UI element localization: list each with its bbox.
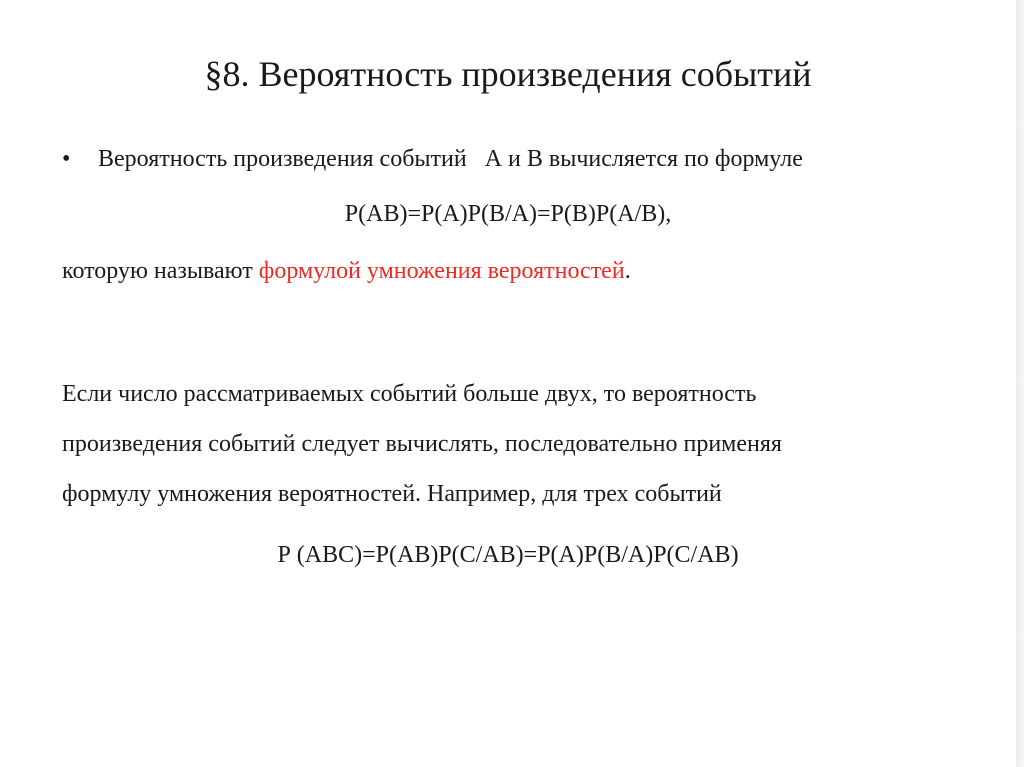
bullet-marker: • [62, 146, 71, 172]
slide-edge [1016, 0, 1024, 767]
formula-name-prefix: которую называют [62, 258, 259, 284]
bullet-text: Вероятность произведения событий А и В вычисляется по формуле [98, 146, 803, 172]
formula-name-suffix: . [624, 258, 631, 284]
slide-title: §8. Вероятность произведения событий [204, 54, 812, 94]
paragraph-line: формулу умножения вероятностей. Например, для трех событий [62, 481, 722, 507]
paragraph-line: Если число рассматриваемых событий больше двух, то вероятность [62, 381, 757, 407]
paragraph-line: произведения событий следует вычислять, последовательно применяя [62, 431, 782, 457]
product-formula: Р(АВ)=Р(А)Р(В/А)=Р(В)Р(А/В), [344, 201, 672, 227]
formula-name-highlight: формулой умножения вероятностей [258, 258, 625, 284]
three-events-formula: Р (АВС)=Р(АВ)Р(С/АВ)=Р(А)Р(В/А)Р(С/АВ) [277, 542, 739, 568]
formula-name-sentence [62, 256, 631, 286]
